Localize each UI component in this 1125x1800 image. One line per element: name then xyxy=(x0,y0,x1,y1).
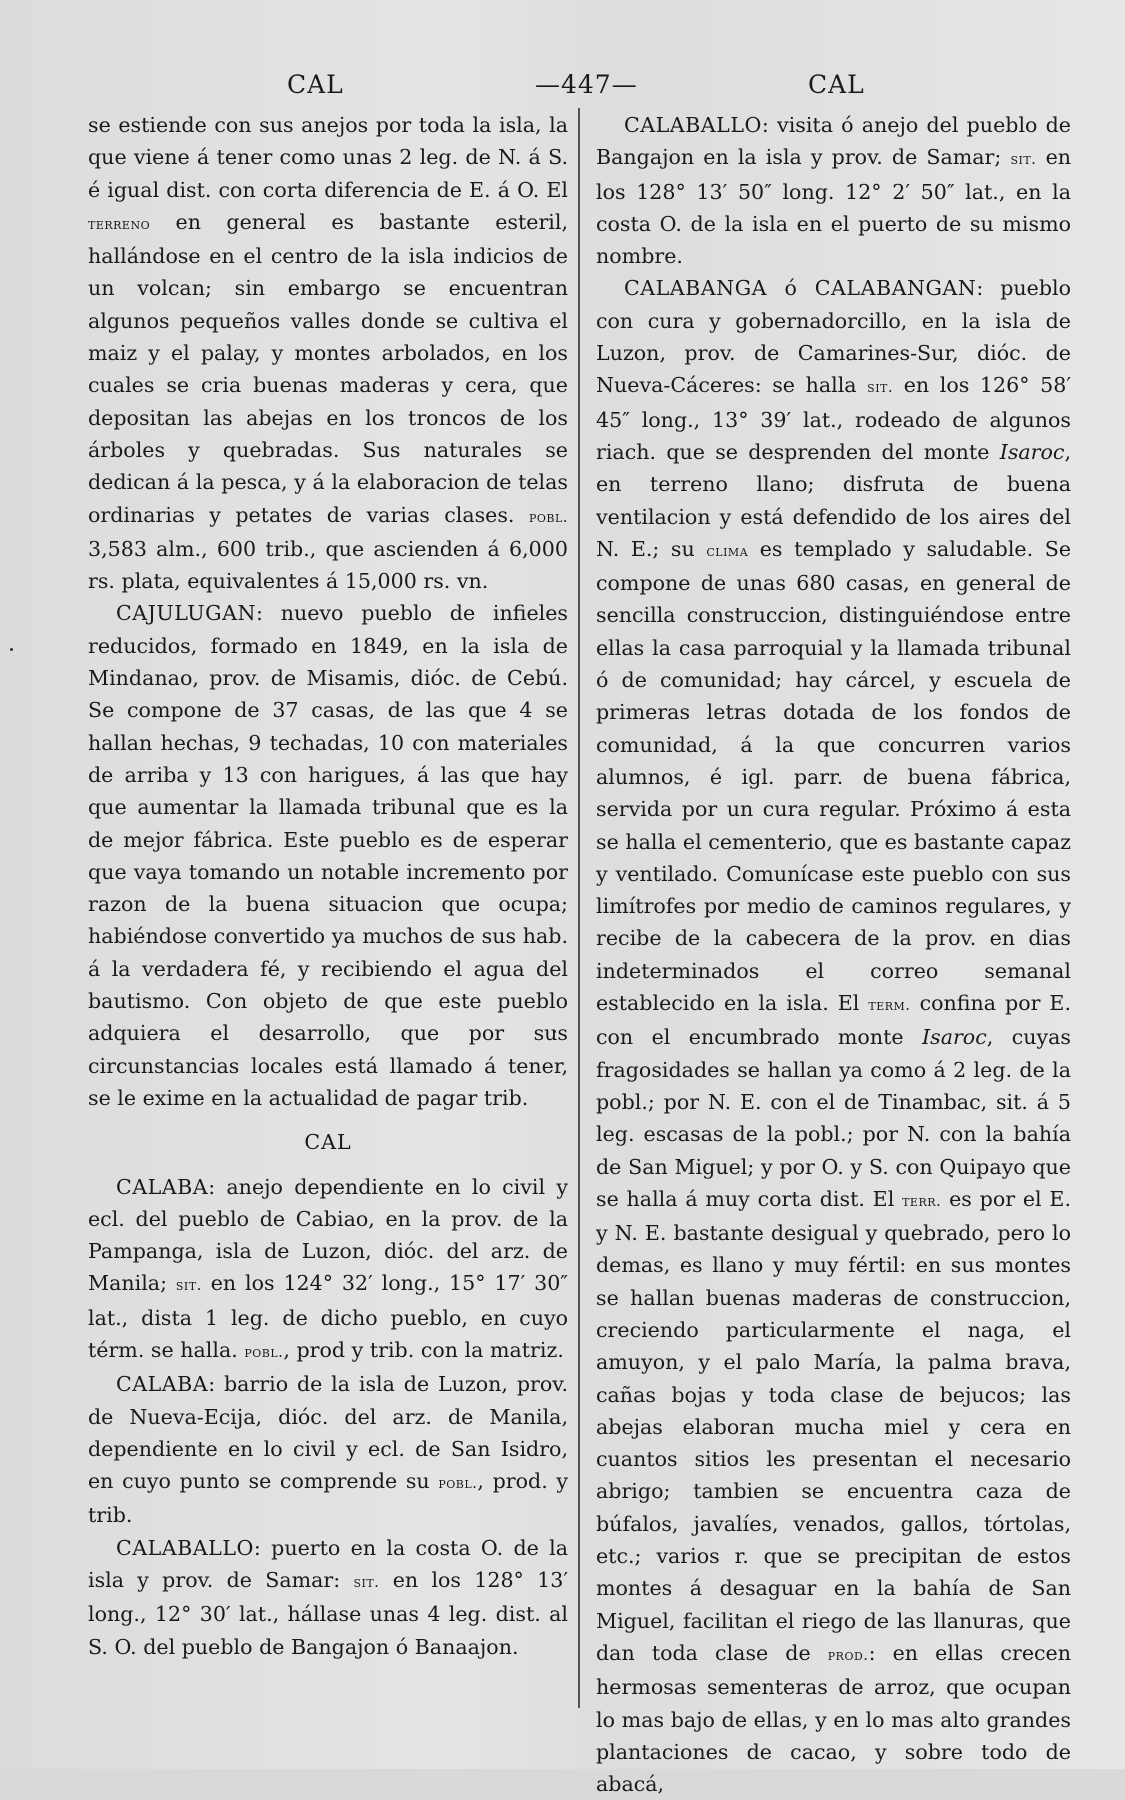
right-column xyxy=(596,109,1071,1800)
running-header xyxy=(0,70,1125,110)
text-run: en los 128° 13′ 50″ long. 12° 2′ 50″ lat., en la costa O. de la isla en el puerto de su mismo nombre. xyxy=(596,145,1072,269)
entry-headword: CALABALLO xyxy=(624,113,762,137)
entry-headword: CALABALLO xyxy=(116,1535,254,1560)
entry-headword: CALABANGA ó CALABANGAN xyxy=(624,276,977,301)
text-run: : nuevo pueblo de infieles reducidos, formado en 1849, en la isla de Mindanao, prov. de Misamis, dióc. de Cebú. Se compone de 37 casas, de las que 4 se hallan hechas, 9 techadas, 10 con materiales de arriba y 13 con harigues, á las que hay que aumentar la llamada tribunal que es la de mejor fábrica. Este pueblo es de esperar que vaya tomando un notable incremento por razon de la buena situacion que ocupa; habiéndose convertido ya muchos de sus hab. á la verdadera fé, y recibiendo el agua del bautismo. Con objeto de que este pueblo adquiera el desarrollo, que por sus circunstancias locales está llamado á tener, se le exime en la actualidad de pagar trib. xyxy=(88,601,568,1110)
text-run: es por el E. y N. E. bastante desigual y quebrado, pero lo demas, es llano y muy fértil: en sus montes se hallan buenas maderas de construccion, creciendo particularmente el naga, el amuyon, y el palo María, la palma brava, cañas bojas y toda clase de bejucos; las abejas elaboran mucha miel y cera en cuantos sitios les presentan el necesario abrigo; tambien se encuentra caza de búfalos, javalíes, venados, gallos, tórtolas, etc.; varios r. que se precipitan de estos montes á desaguar en la bahía de San Miguel, facilitan el riego de las llanuras, que dan toda clase de xyxy=(596,1186,1071,1665)
text-run: es templado y saludable. Se compone de unas 680 casas, en general de sencilla construccion, distinguiéndose entre ellas la casa parroquial y la llamada tribunal ó de comunidad; hay cárcel, y escuela de primeras letras dotada de los fondos de comunidad, á la que concurren varios alumnos, é igl. parr. de buena fábrica, servida por un cura regular. Próximo á esta se halla el cementerio, que es bastante capaz y ventilado. Comunícase este pueblo con sus limítrofes por medio de caminos regulares, y recibe de la cabecera de la prov. en dias indeterminados el correo semanal establecido en la isla. El xyxy=(596,536,1072,1016)
text-run: : barrio de la isla de Luzon, prov. de Nueva-Ecija, dióc. del arz. de Manila, dependiente en lo civil y ecl. de San Isidro, en cuyo punto se comprende su xyxy=(88,1372,568,1494)
column-divider xyxy=(578,108,580,1708)
entry-calaba-2 xyxy=(88,1368,568,1531)
page-number: —447— xyxy=(535,70,638,99)
text-run: : puerto en la costa O. de la isla y prov. de Samar: xyxy=(88,1535,568,1593)
keyword: clima xyxy=(706,541,749,560)
entry-calabanga xyxy=(596,272,1071,1800)
entry-headword: CALABA xyxy=(116,1174,209,1199)
text-run: en los 128° 13′ long., 12° 30′ lat., hállase unas 4 leg. dist. al S. O. del pueblo de Bangajon ó Banaajon. xyxy=(88,1568,568,1659)
text-run: : anejo dependiente en lo civil y ecl. del pueblo de Cabiao, en la prov. de la Pampanga, isla de Luzon, dióc. del arz. de Manila; xyxy=(88,1174,568,1296)
text-run: : pueblo con cura y gobernadorcillo, en la isla de Luzon, prov. de Camarines-Sur, dióc. de Nueva-Cáceres: se halla xyxy=(596,276,1071,398)
text-run: 3,583 alm., 600 trib., que ascienden á 6,000 rs. plata, equivalentes á 15,000 rs. vn. xyxy=(88,536,568,594)
text-run: : visita ó anejo del pueblo de Bangajon en la isla y prov. de Samar; xyxy=(596,113,1071,170)
keyword: term. xyxy=(868,996,911,1015)
text-run: , prod y trib. con la matriz. xyxy=(283,1337,564,1362)
keyword: pobl. xyxy=(528,507,569,526)
section-heading: CAL xyxy=(304,1130,352,1155)
keyword: terreno xyxy=(88,214,151,233)
entry-headword: CAJULUGAN xyxy=(116,601,256,626)
text-run: en los 124° 32′ long., 15° 17′ 30″ lat., dista 1 leg. de dicho pueblo, en cuyo térm. se halla. xyxy=(88,1271,569,1362)
text-run: en general es bastante esteril, hallándose en el centro de la isla indicios de un volcan; sin embargo se encuentran algunos pequeños valles donde se cultiva el maiz y el palay, y montes arbolados, en los cuales se cria buenas maderas y cera, que depositan las abejas en los troncos de los árboles y quebradas. Sus naturales se dedican á la pesca, y á la elaboracion de telas ordinarias y petates de varias clases. xyxy=(88,209,569,527)
text-run: , cuyas fragosidades se hallan ya como á 2 leg. de la pobl.; por N. E. con el de Tinambac, sit. á 5 leg. escasas de la pobl.; por N. con la bahía de San Miguel; y por O. y S. con Quipayo que se halla á muy corta dist. El xyxy=(596,1025,1071,1211)
text-run: se estiende con sus anejos por toda la isla, la que viene á tener como unas 2 leg. de N. á S. é igual dist. con corta diferencia de E. á O. El xyxy=(88,113,568,202)
header-left-word: CAL xyxy=(287,70,344,99)
keyword: prod. xyxy=(827,1645,869,1664)
header-right-word: CAL xyxy=(808,70,865,99)
keyword: sit. xyxy=(1010,150,1037,169)
italic-place-name: Isaroc xyxy=(999,439,1065,464)
entry-cajulugan xyxy=(88,597,568,1114)
text-run: : en ellas crecen hermosas sementeras de arroz, que ocupan lo mas bajo de ellas, y en lo mas alto grandes plantaciones de cacao, y sobre todo de abacá, xyxy=(596,1640,1071,1797)
text-run: , prod. y trib. xyxy=(88,1469,569,1528)
keyword: sit. xyxy=(353,1573,380,1592)
keyword: pobl. xyxy=(438,1474,478,1493)
entry-headword: CALABA xyxy=(116,1372,209,1397)
entry-calaballo-2 xyxy=(596,109,1071,272)
italic-place-name: Isaroc xyxy=(921,1025,987,1050)
keyword: terr. xyxy=(902,1191,942,1210)
keyword: pobl. xyxy=(244,1342,284,1361)
continued-entry xyxy=(88,109,568,597)
text-run: en los 126° 58′ 45″ long., 13° 39′ lat., rodeado de algunos riach. que se desprenden del monte xyxy=(596,373,1071,464)
keyword: sit. xyxy=(867,378,894,397)
left-column xyxy=(88,109,568,1663)
entry-calaba-1 xyxy=(88,1171,568,1369)
entry-calaballo-1 xyxy=(88,1532,568,1663)
text-run: confina por E. con el encumbrado monte xyxy=(596,991,1072,1050)
print-speck xyxy=(10,648,13,651)
keyword: sit. xyxy=(175,1276,202,1295)
text-run: , en terreno llano; disfruta de buena ventilacion y está defendido de los aires del N. E.; su xyxy=(596,439,1071,561)
